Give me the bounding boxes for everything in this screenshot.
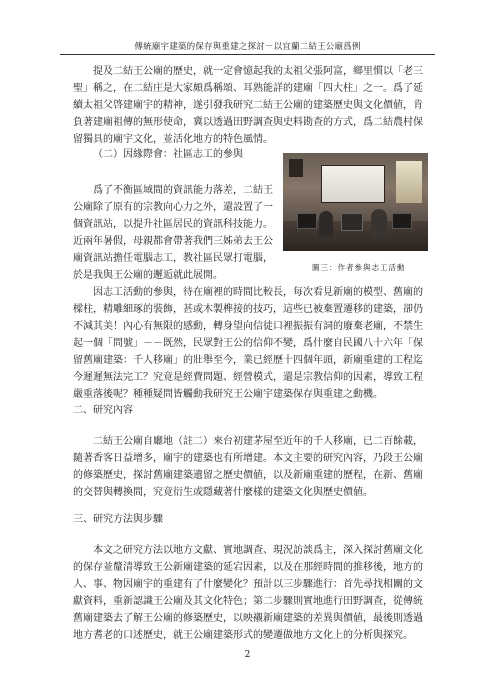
- page-number: 2: [244, 650, 251, 660]
- photo-caption: 圖三：作者參與志工活動: [312, 263, 406, 272]
- photo-projection-screen: [321, 165, 385, 203]
- subheading-volunteer: （二）因緣際會：社區志工的參與: [93, 149, 243, 160]
- photo-lamp: [289, 159, 303, 177]
- photo-person: [319, 211, 333, 237]
- photo-monitor: [341, 213, 363, 231]
- photo-monitor: [297, 213, 317, 229]
- paragraph-intro: 提及二結王公廟的歷史，就一定會憶起我的太祖父張阿富，鄉里慣以「老三聖」稱之，在二結庄是大家頗爲稱頌、耳熟能詳的建廟「四大柱」之一。爲了延續太祖父啓建廟宇的精神，遂引發我研究二結王公廟的建築歷史與文化價値，肯負著建廟祖傳的無形使命，冀以透過田野調查與史料勘查的方式，爲二結農村保留獨具的廟宇文化，並活化地方的特色風情。: [73, 66, 423, 145]
- volunteer-photo: [283, 153, 428, 251]
- paragraph-motivation: 因志工活動的參與，待在廟裡的時間比較長，每次看見新廟的模型、舊廟的樑柱，精雕細琢的裝飾，甚或木製榫接的技巧，這些已被棄置遷移的建築，卻仍不減其美！內心有無限的感動，轉身望向信徒口裡振振有詞的廢棄老廟，不禁生起一個「問號」－－既然，民眾對王公的信仰不變，爲什麼自民國八十六年「保留舊廟建築：千人移廟」的壯舉至今，業已經歷十四個年頭，新廟重建的工程迄今遲遲無法完工？究竟是經費問題、經營模式，還是宗教信仰的因素，導致工程嚴重落後呢？種種疑問皆觸動我研究王公廟宇建築保存與重建之動機。: [73, 287, 423, 400]
- paragraph-research-method: 本文之研究方法以地方文獻、實地調查、現況訪談爲主，深入探討舊廟文化的保存並釐清導致王公新廟建築的延宕因素，以及在那經時間的推移後，地方的人、事、物因廟宇的重建有了什麼變化？預計以三步驟進行：首先尋找相關的文獻資料，重新認識王公廟及其文化特色；第二步驟則實地進行田野調查，從傳統舊廟建築去了解王公廟的修築歷史，以映襯新廟建築的差異與價値，最後則透過地方耆老的口述歷史，就王公廟建築形式的變遷做地方文化上的分析與探究。: [73, 545, 423, 641]
- paragraph-volunteer: 爲了不衡區域間的資訊能力落差，二結王公廟除了原有的宗教向心力之外，還設置了一個資訊站，以提升社區居民的資訊科技能力。近兩年暑假，母親都會帶著我們三姊弟去王公廟資訊站擔任電腦志工，教社區民眾打電腦，於是我與王公廟的邂逅就此展開。: [73, 185, 273, 281]
- photo-person: [371, 209, 387, 239]
- photo-monitor: [392, 213, 412, 229]
- section-heading-research-method: 三、研究方法與步驟: [73, 514, 163, 525]
- photo-window: [396, 161, 422, 203]
- running-header: 傳統廟宇建築的保存與重建之探討－以宜蘭二結王公廟爲例: [134, 42, 361, 52]
- header-rule: [60, 54, 435, 55]
- section-heading-research-content: 二、研究內容: [73, 405, 133, 416]
- paragraph-research-content: 二結王公廟自廳地（註二）來台初建茅屋至近年的千人移廟，已二百餘載，隨著香客日益增多，廟宇的建築也有所增建。本文主要的研究內容，乃段王公廟的修築歷史，探討舊廟建築遺留之歷史價値，以及新廟重建的歷程，在新、舊廟的交替與轉換間，究竟衍生或隱藏著什麼樣的建築文化與歷史價値。: [73, 436, 423, 498]
